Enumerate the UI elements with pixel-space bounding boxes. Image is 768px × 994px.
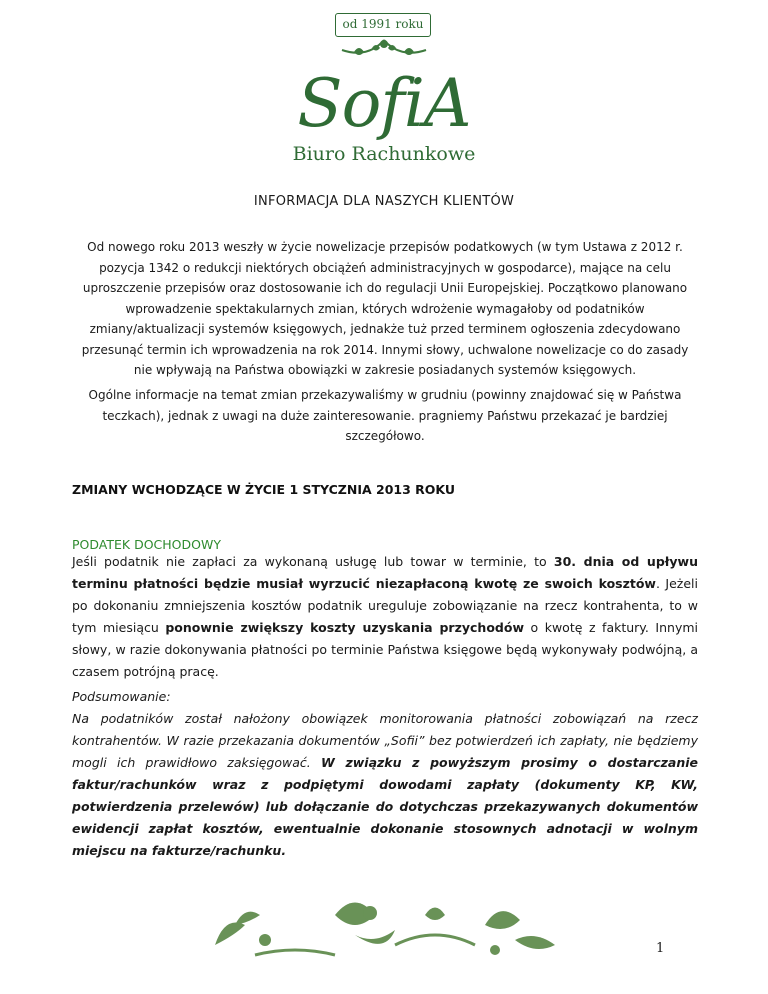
logo-subtitle: Biuro Rachunkowe [292,143,476,165]
summary-bold-request: W związku z powyższym prosimy o dostarczanie faktur/rachunków wraz z podpiętymi dowodami zapłaty (dokumenty KP, KW, potwierdzenia przelewów) lub dołączanie do dotychczas przekazywanych dokumentów ewidencji zapłat kosztów, ewentualnie dokonanie stosownych adnotacji w wolnym miejscu na fakturze/rachunku. [72,755,698,858]
tax-bold-costs: ponownie zwiększy koszty uzyskania przychodów [165,620,525,635]
tax-bold-deadline: 30. dnia od upływu terminu płatności będzie musiał wyrzucić niezapłaconą kwotę ze swoich kosztów [72,554,698,591]
page-number: 1 [656,941,665,956]
tax-text-part3: o kwotę z faktury. Innymi słowy, w razie dokonywania płatności po terminie Państwa księgowe będą wykonywały podwójną, a czasem potrójną pracę. [72,620,699,679]
tax-text-part1: Jeśli podatnik nie zapłaci za wykonaną usługę lub towar w terminie, to [72,554,554,569]
logo-since-badge: od 1991 roku [335,13,431,37]
summary-label: Podsumowanie: [72,689,171,704]
logo-ornament-icon [334,34,434,62]
intro-paragraph: Od nowego roku 2013 weszły w życie nowelizacje przepisów podatkowych (w tym Ustawa z 2012 r. pozycja 1342 o redukcji niektórych obciążeń administracyjnych w gospodarce), mające na celu uproszczenie przepisów oraz dostosowanie ich do regulacji Unii Europejskiej. Początkowo planowano wprowadzenie spektakularnych zmian, których wdrożenie wymagałoby od podatników zmiany/aktualizacji systemów księgowych, jednakże tuż przed terminem ogłoszenia zdecydowano przesunąć termin ich wprowadzenia na rok 2014. Innymi słowy, uchwalone nowelizacje co do zasady nie wpływają na Państwa obowiązki w zakresie posiadanych systemów księgowych. [81,240,689,377]
summary-paragraph [72,686,698,862]
logo-wordmark: SofiA [297,65,471,142]
company-logo [0,0,768,175]
page-title: INFORMACJA DLA NASZYCH KLIENTÓW [253,194,515,209]
summary-text: Na podatników został nałożony obowiązek monitorowania płatności zobowiązań na rzecz kontrahentów. W razie przekazania dokumentów „Sofii” bez potwierdzeń ich zapłaty, nie będziemy mogli ich prawidłowo zaksięgować. [72,711,698,770]
info-paragraph: Ogólne informacje na temat zmian przekazywaliśmy w grudniu (powinny znajdować się w Państwa teczkach), jednak z uwagi na duże zainteresowanie. pragniemy Państwu przekazać je bardziej szczegółowo. [88,388,682,443]
footer-ornament-icon [195,885,595,975]
section-title: ZMIANY WCHODZĄCE W ŻYCIE 1 STYCZNIA 2013 ROKU [72,482,456,497]
tax-text-part2: . Jeżeli po dokonaniu zmniejszenia kosztów podatnik ureguluje zobowiązanie na rzecz kontrahenta, to w tym miesiącu [72,576,698,635]
tax-paragraph [72,551,698,683]
tax-section-title: PODATEK DOCHODOWY [72,537,221,552]
